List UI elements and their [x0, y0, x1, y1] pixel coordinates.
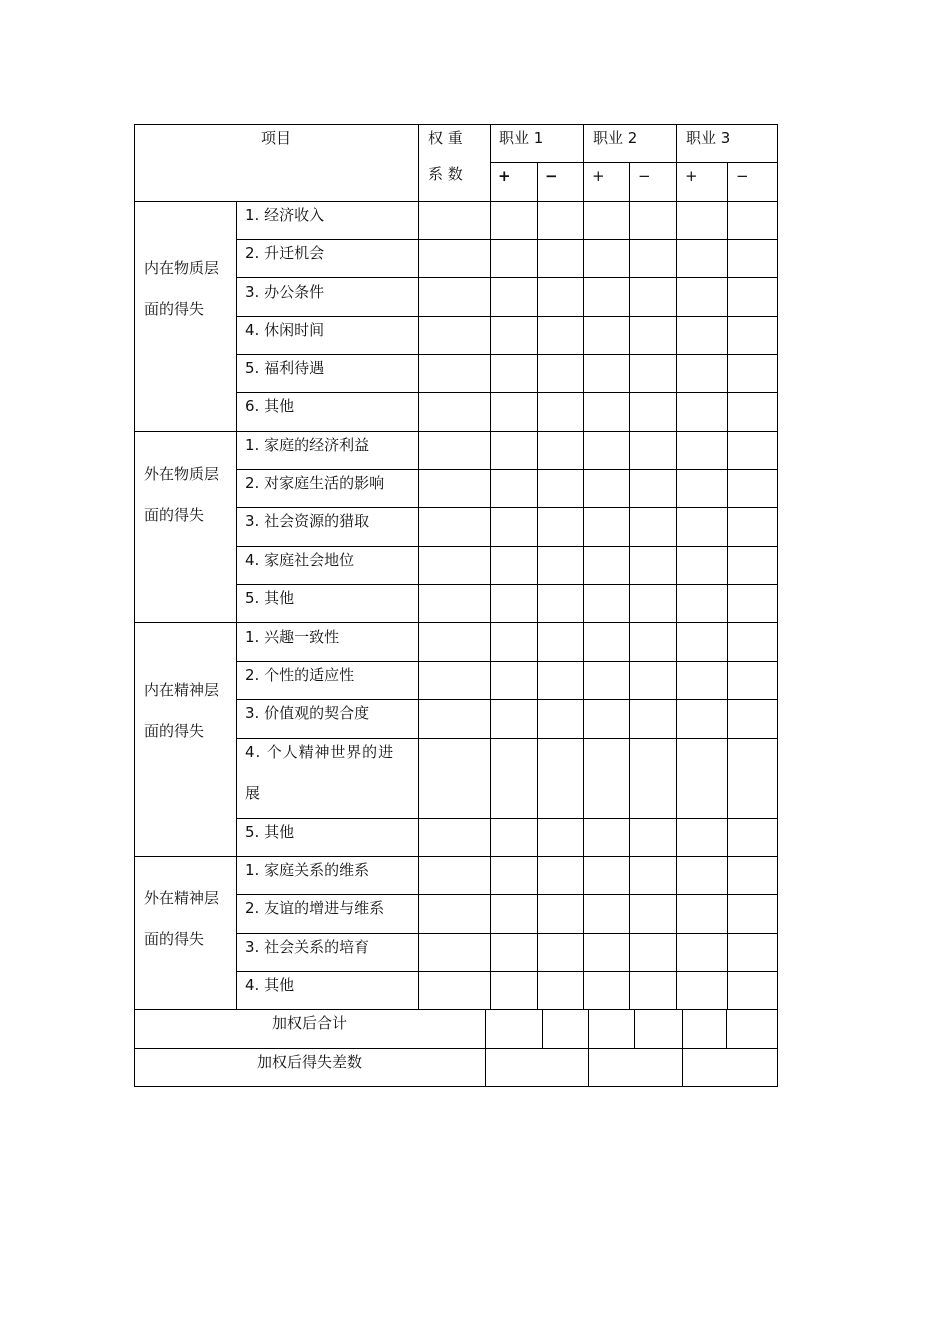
career1-career2-divider: [583, 124, 584, 1009]
item-label: 6. 其他: [245, 397, 295, 415]
row-divider: [236, 584, 778, 585]
group-label-line: 内在精神层: [144, 681, 220, 699]
career-3-header: 职业 3: [686, 129, 731, 147]
group-label-inner-spiritual: [144, 670, 219, 752]
footer-divider-v: [726, 1009, 727, 1048]
group-divider: [134, 622, 778, 623]
row-divider: [236, 277, 778, 278]
career-3-minus: −: [736, 167, 749, 185]
group-label-line: 面的得失: [144, 300, 205, 318]
item-label: 3. 价值观的契合度: [245, 704, 370, 722]
weighted-total-label: 加权后合计: [271, 1014, 347, 1032]
group-label-line: 内在物质层: [144, 259, 220, 277]
row-divider: [236, 354, 778, 355]
item-label: 展: [245, 784, 261, 802]
table-border-right: [777, 124, 778, 1087]
item-label: 3. 社会关系的培育: [245, 938, 370, 956]
career-2-minus: −: [638, 167, 651, 185]
table-border-left: [134, 124, 135, 1087]
group-label-line: 面的得失: [144, 506, 205, 524]
item-label: 1. 家庭的经济利益: [245, 436, 370, 454]
item-label: 1. 兴趣一致性: [245, 628, 340, 646]
footer-divider-v: [682, 1009, 683, 1087]
row-divider: [236, 239, 778, 240]
row-divider: [236, 933, 778, 934]
career-1-minus: −: [545, 167, 558, 185]
row-divider: [236, 316, 778, 317]
row-divider: [236, 699, 778, 700]
item-label: 2. 友谊的增进与维系: [245, 899, 385, 917]
header-bottom: [134, 201, 778, 202]
row-divider: [236, 894, 778, 895]
career2-sign-divider: [629, 162, 630, 1009]
group-divider: [134, 431, 778, 432]
group-label-line: 面的得失: [144, 722, 205, 740]
table-border-top: [134, 124, 778, 125]
item-label: 3. 办公条件: [245, 283, 325, 301]
item-label: 4. 个人精神世界的进: [245, 743, 394, 761]
row-divider: [236, 661, 778, 662]
item-label: 1. 家庭关系的维系: [245, 861, 370, 879]
group-label-line: 外在物质层: [144, 465, 220, 483]
career-3-plus: +: [685, 167, 698, 185]
group-label-inner-material: [144, 248, 219, 330]
header-sign-divider: [490, 162, 778, 163]
item-label: 5. 其他: [245, 589, 295, 607]
group-divider: [134, 856, 778, 857]
group-label-line: 面的得失: [144, 930, 205, 948]
footer-divider-v: [634, 1009, 635, 1048]
row-divider: [236, 392, 778, 393]
item-label: 3. 社会资源的猎取: [245, 512, 370, 530]
item-label: 5. 其他: [245, 823, 295, 841]
group-label-line: 外在精神层: [144, 889, 220, 907]
footer-divider-v: [542, 1009, 543, 1048]
row-divider: [236, 818, 778, 819]
group-label-outer-spiritual: [144, 878, 219, 960]
weight-career-divider: [490, 124, 491, 1009]
weight-header-line1: 权 重: [428, 129, 463, 147]
footer-divider-v: [485, 1009, 486, 1087]
row-divider: [236, 469, 778, 470]
career3-sign-divider: [727, 162, 728, 1009]
row-divider: [236, 546, 778, 547]
item-label: 2. 对家庭生活的影响: [245, 474, 385, 492]
weighted-diff-label: 加权后得失差数: [256, 1053, 362, 1071]
item-weight-divider: [418, 124, 419, 1009]
item-label: 2. 升迁机会: [245, 244, 325, 262]
career-2-header: 职业 2: [593, 129, 638, 147]
item-label: 4. 其他: [245, 976, 295, 994]
group-label-divider: [236, 201, 237, 1009]
item-column-header: 项目: [260, 129, 291, 147]
item-label: 4. 家庭社会地位: [245, 551, 355, 569]
career2-career3-divider: [676, 124, 677, 1009]
item-label: 4. 休闲时间: [245, 321, 325, 339]
item-label: 1. 经济收入: [245, 206, 325, 224]
item-label: 5. 福利待遇: [245, 359, 325, 377]
row-divider: [236, 507, 778, 508]
career-1-header: 职业 1: [499, 129, 544, 147]
row-divider: [236, 971, 778, 972]
career1-sign-divider: [537, 162, 538, 1009]
career-1-plus: +: [498, 167, 511, 185]
footer-divider-v: [588, 1009, 589, 1087]
weight-header-line2: 系 数: [428, 165, 463, 183]
item-label: 2. 个性的适应性: [245, 666, 355, 684]
career-2-plus: +: [592, 167, 605, 185]
row-divider: [236, 738, 778, 739]
group-label-outer-material: [144, 454, 219, 536]
